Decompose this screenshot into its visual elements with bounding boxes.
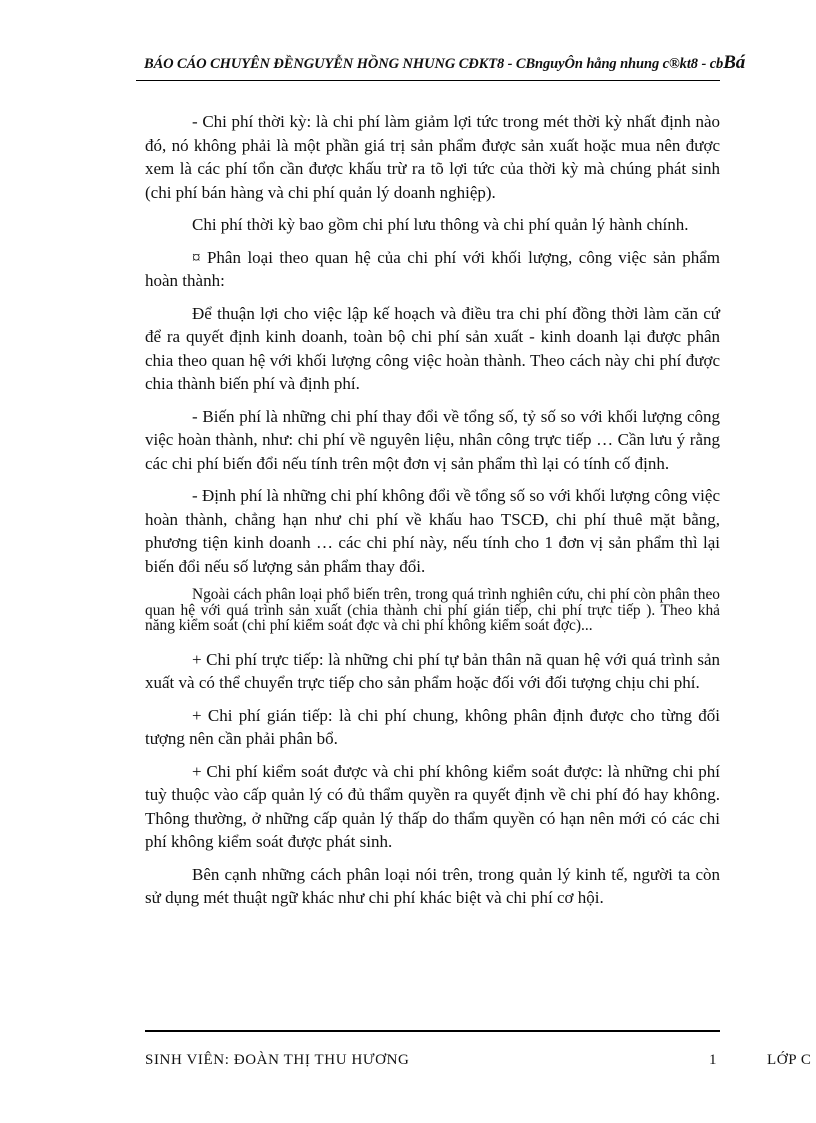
- paragraph-period-cost-includes: Chi phí thời kỳ bao gồm chi phí lưu thông và chi phí quản lý hành chính.: [192, 215, 689, 234]
- paragraph-classification-heading: ¤ Phân loại theo quan hệ của chi phí với khối lượng, công việc sản phẩm hoàn thành:: [145, 247, 720, 290]
- paragraph-indirect-cost: + Chi phí gián tiếp: là chi phí chung, không phân định được cho từng đối tượng nên cần phải phân bổ.: [145, 705, 720, 748]
- paragraph-direct-cost: + Chi phí trực tiếp: là những chi phí tự bản thân nã quan hệ với quá trình sản xuất và có thể chuyển trực tiếp cho sản phẩm hoặc đối với đối tượng chịu chi phí.: [145, 649, 720, 692]
- footer-page-number: 1: [709, 1052, 718, 1068]
- document-body: [145, 110, 720, 919]
- header-tail: Bá: [723, 52, 746, 73]
- paragraph-other-terms: Bên cạnh những cách phân loại nói trên, trong quản lý kinh tế, người ta còn sử dụng mét thuật ngữ khác như chi phí khác biệt và chi phí cơ hội.: [145, 864, 720, 907]
- paragraph-other-classification: Ngoài cách phân loại phổ biến trên, trong quá trình nghiên cứu, chi phí còn phân theo quan hệ với quá trình sản xuất (chia thành chi phí gián tiếp, chi phí trực tiếp ). Theo khả năng kiểm soát (chi phí kiểm soát đợc và chi phí không kiểm soát đợc)...: [145, 586, 720, 634]
- footer-rule: [145, 1030, 720, 1032]
- header-rule: [136, 80, 720, 81]
- footer-class: LỚP C: [767, 1052, 812, 1068]
- paragraph-planning: Để thuận lợi cho việc lập kế hoạch và điều tra chi phí đồng thời làm căn cứ để ra quyết định kinh doanh, toàn bộ chi phí sản xuất - kinh doanh lại được phân chia theo quan hệ với khối lượng công việc hoàn thành. Theo cách này chi phí được chia thành biến phí và định phí.: [145, 303, 720, 393]
- paragraph-period-cost: - Chi phí thời kỳ: là chi phí làm giảm lợi tức trong mét thời kỳ nhất định nào đó, nó không phải là một phần giá trị sản phẩm được sản xuất hoặc mua nên được xem là các phí tổn cần được khấu trừ ra tõ lợi tức của thời kỳ mà chúng phát sinh (chi phí bán hàng và chi phí quản lý doanh nghiệp).: [145, 112, 720, 202]
- paragraph-controllable-cost: + Chi phí kiểm soát được và chi phí không kiểm soát được: là những chi phí tuỳ thuộc vào cấp quản lý có đủ thẩm quyền ra quyết định về chi phí đó hay không. Thông thường, ở những cấp quản lý thấp do thẩm quyền có hạn nên mới có các chi phí không kiểm soát được phát sinh.: [145, 761, 720, 851]
- page-header: [144, 52, 816, 74]
- paragraph-variable-cost: - Biến phí là những chi phí thay đổi về tổng số, tỷ số so với khối lượng công việc hoàn thành, như: chi phí về nguyên liệu, nhân công trực tiếp … Cần lưu ý rằng các chi phí biến đổi nếu tính trên một đơn vị sản phẩm thì lại có tính cố định.: [145, 406, 720, 473]
- header-text: BÁO CÁO CHUYÊN ĐỀNGUYỄN HỒNG NHUNG CĐKT8 - CBnguyÔn hång nhung c®kt8 - cb: [144, 56, 724, 72]
- paragraph-fixed-cost: - Định phí là những chi phí không đổi về tổng số so với khối lượng công việc hoàn thành, chẳng hạn như chi phí về khấu hao TSCĐ, chi phí thuê mặt bằng, phương tiện kinh doanh … các chi phí này, nếu tính cho 1 đơn vị sản phẩm thì lại biến đổi nếu số lượng sản phẩm thay đổi.: [145, 486, 720, 576]
- footer-student: SINH VIÊN: ĐOÀN THỊ THU HƯƠNG: [145, 1052, 410, 1068]
